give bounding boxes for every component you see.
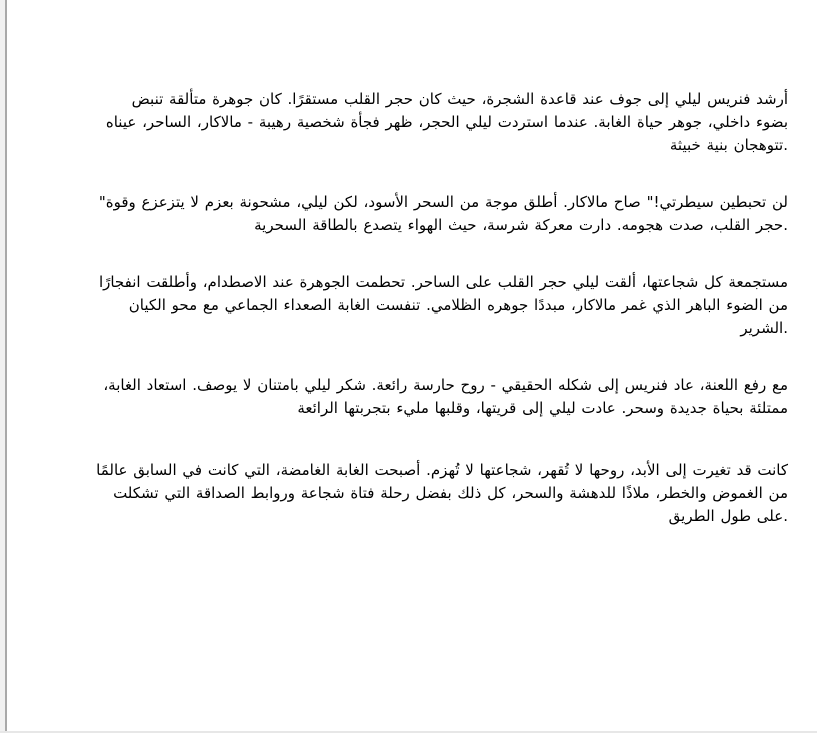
story-paragraph-3: مستجمعة كل شجاعتها، ألقت ليلي حجر القلب على الساحر. تحطمت الجوهرة عند الاصطدام، وأطلقت انفجارًا من الضوء الباهر الذي غمر مالاكار، مبددًا جوهره الظلامي. تنفست الغابة الصعداء الجماعي مع محو الكيان الشرير. [98,273,788,337]
story-paragraph-4: مع رفع اللعنة، عاد فنريس إلى شكله الحقيقي - روح حارسة رائعة. شكر ليلي بامتنان لا يوصف. استعاد الغابة، ممتلئة بحياة جديدة وسحر. عادت ليلي إلى قريتها، وقلبها مليء بتجربتها الرائعة [103,376,788,417]
document-page [95,88,788,562]
story-paragraph-2: "لن تحبطين سيطرتي!" صاح مالاكار. أطلق موجة من السحر الأسود، لكن ليلي، مشحونة بعزم لا يتزعزع وقوة حجر القلب، صدت هجومه. دارت معركة شرسة، حيث الهواء يتصدع بالطاقة السحرية. [98,193,788,234]
page-left-edge [0,0,7,733]
story-paragraph-1: أرشد فنريس ليلي إلى جوف عند قاعدة الشجرة، حيث كان حجر القلب مستقرًا. كان جوهرة متألقة تنبض بضوء داخلي، جوهر حياة الغابة. عندما استردت ليلي الحجر، ظهر فجأة شخصية رهيبة - مالاكار، الساحر، عيناه تتوهجان بنية خبيثة. [105,90,788,154]
story-paragraph-5: كانت قد تغيرت إلى الأبد، روحها لا تُقهر، شجاعتها لا تُهزم. أصبحت الغابة الغامضة، التي كانت في السابق عالمًا من الغموض والخطر، ملاذًا للدهشة والسحر، كل ذلك بفضل رحلة فتاة شجاعة وروابط الصداقة التي تشكلت على طول الطريق. [96,461,788,525]
